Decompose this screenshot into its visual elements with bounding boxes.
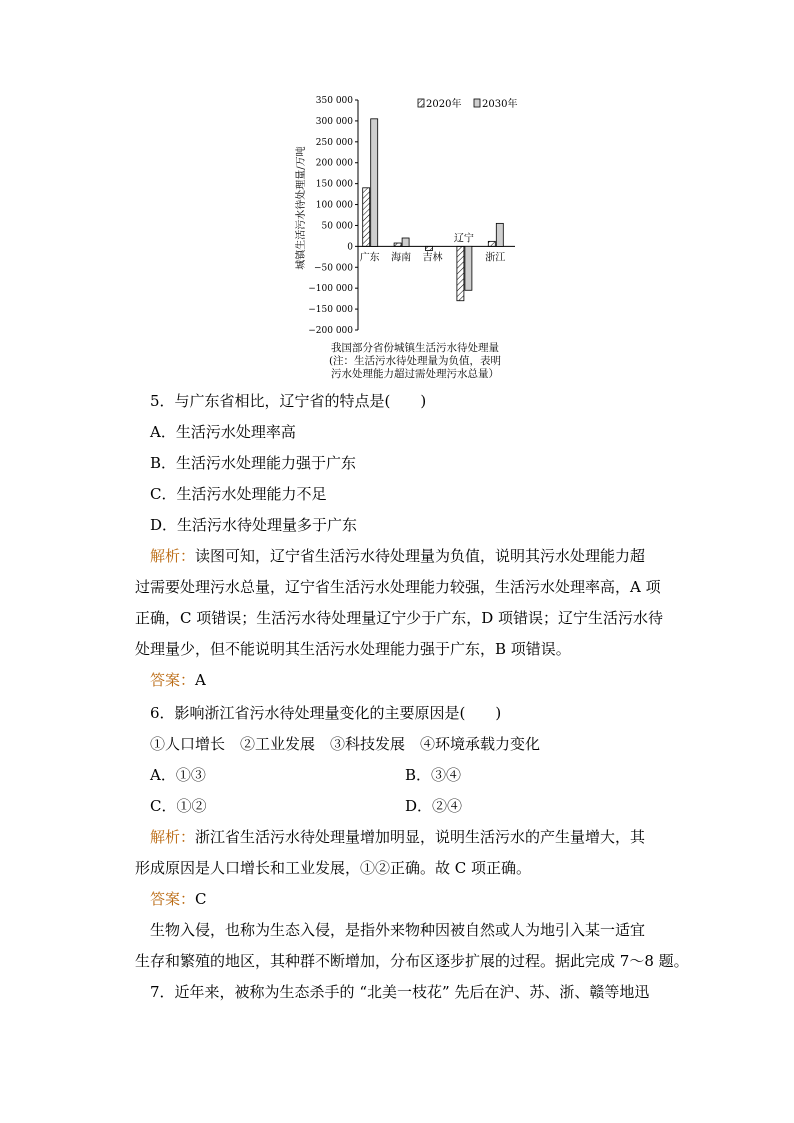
q6-analysis-line-2: 形成原因是人口增长和工业发展，①②正确。故 C 项正确。 (135, 859, 532, 877)
intro-line-2: 生存和繁殖的地区，其种群不断增加，分布区逐步扩展的过程。据此完成 7～8 题。 (135, 952, 689, 970)
q6-option-d: D．②④ (405, 797, 463, 815)
legend-swatch (418, 99, 424, 107)
legend-swatch (474, 99, 480, 107)
category-label: 浙江 (485, 252, 506, 264)
y-tick-label: 300 000 (315, 116, 353, 127)
category-label: 海南 (391, 252, 412, 264)
bar-2020年-广东 (363, 188, 370, 247)
chart-title: 我国部分省份城镇生活污水待处理量 (331, 342, 499, 354)
category-label: 吉林 (422, 252, 443, 264)
q5-analysis-line-4: 处理量少，但不能说明其生活污水处理能力强于广东，B 项错误。 (135, 640, 571, 658)
q6-analysis-label: 解析： (150, 828, 196, 846)
q5-analysis-line-1: 解析：读图可知，辽宁省生活污水待处理量为负值，说明其污水处理能力超 (150, 547, 646, 565)
q5-answer-label: 答案： (150, 671, 196, 689)
y-tick-label: 200 000 (315, 158, 353, 169)
y-tick-label: −150 000 (308, 305, 353, 316)
q6-option-a: A．①③ (150, 766, 206, 784)
q5-option-c: C．生活污水处理能力不足 (150, 485, 327, 503)
bar-2020年-海南 (394, 243, 401, 246)
bar-2030年-浙江 (496, 223, 503, 246)
q5-analysis-line-3: 正确，C 项错误；生活污水待处理量辽宁少于广东，D 项错误；辽宁生活污水待 (135, 609, 664, 627)
q5-option-b: B．生活污水处理能力强于广东 (150, 454, 357, 472)
y-tick-label: −200 000 (308, 326, 353, 336)
q5-option-a: A．生活污水处理率高 (150, 423, 296, 441)
bar-chart (290, 90, 530, 340)
y-tick-label: 250 000 (315, 137, 353, 148)
y-tick-label: 0 (347, 242, 353, 253)
q6-option-b: B．③④ (405, 766, 462, 784)
q5-option-d: D．生活污水待处理量多于广东 (150, 516, 358, 534)
legend-label: 2020年 (426, 99, 462, 110)
legend-label: 2030年 (482, 99, 518, 110)
q6-option-c: C．①② (150, 797, 207, 815)
bar-2030年-广东 (371, 119, 378, 247)
q6-stem: 6．影响浙江省污水待处理量变化的主要原因是( ) (150, 704, 502, 722)
bar-2030年-海南 (402, 238, 409, 246)
y-tick-label: 50 000 (321, 221, 353, 232)
category-label: 辽宁 (453, 233, 474, 245)
q5-answer: 答案：A (150, 671, 206, 689)
q5-stem: 5．与广东省相比，辽宁省的特点是( ) (150, 392, 427, 410)
y-tick-label: −100 000 (308, 284, 353, 295)
q5-analysis-label: 解析： (150, 547, 196, 565)
bar-2030年-辽宁 (465, 246, 472, 290)
intro-line-1: 生物入侵，也称为生态入侵，是指外来物种因被自然或人为地引入某一适宜 (150, 921, 646, 939)
bar-2020年-浙江 (488, 241, 495, 246)
chart-note-1: (注：生活污水待处理量为负值，表明 (328, 355, 502, 367)
chart-note-2: 污水处理能力超过需处理污水总量） (331, 368, 499, 380)
y-tick-label: 100 000 (315, 200, 353, 211)
q6-analysis-line-1: 解析：浙江省生活污水待处理量增加明显，说明生活污水的产生量增大，其 (150, 828, 646, 846)
q5-analysis-line-2: 过需要处理污水总量，辽宁省生活污水处理能力较强，生活污水处理率高，A 项 (135, 578, 661, 596)
q6-factors: ①人口增长 ②工业发展 ③科技发展 ④环境承载力变化 (150, 735, 541, 753)
y-axis-label: 城镇生活污水待处理量/万吨 (296, 146, 307, 270)
q6-answer-label: 答案： (150, 890, 196, 908)
q7-line: 7．近年来，被称为生态杀手的 “北美一枝花” 先后在沪、苏、浙、赣等地迅 (150, 983, 650, 1001)
bar-2020年-吉林 (426, 246, 433, 250)
bar-2020年-辽宁 (457, 246, 464, 300)
y-tick-label: −50 000 (313, 263, 353, 274)
q6-answer: 答案：C (150, 890, 207, 908)
y-tick-label: 150 000 (315, 179, 353, 190)
category-label: 广东 (359, 252, 380, 264)
y-tick-label: 350 000 (315, 96, 353, 106)
